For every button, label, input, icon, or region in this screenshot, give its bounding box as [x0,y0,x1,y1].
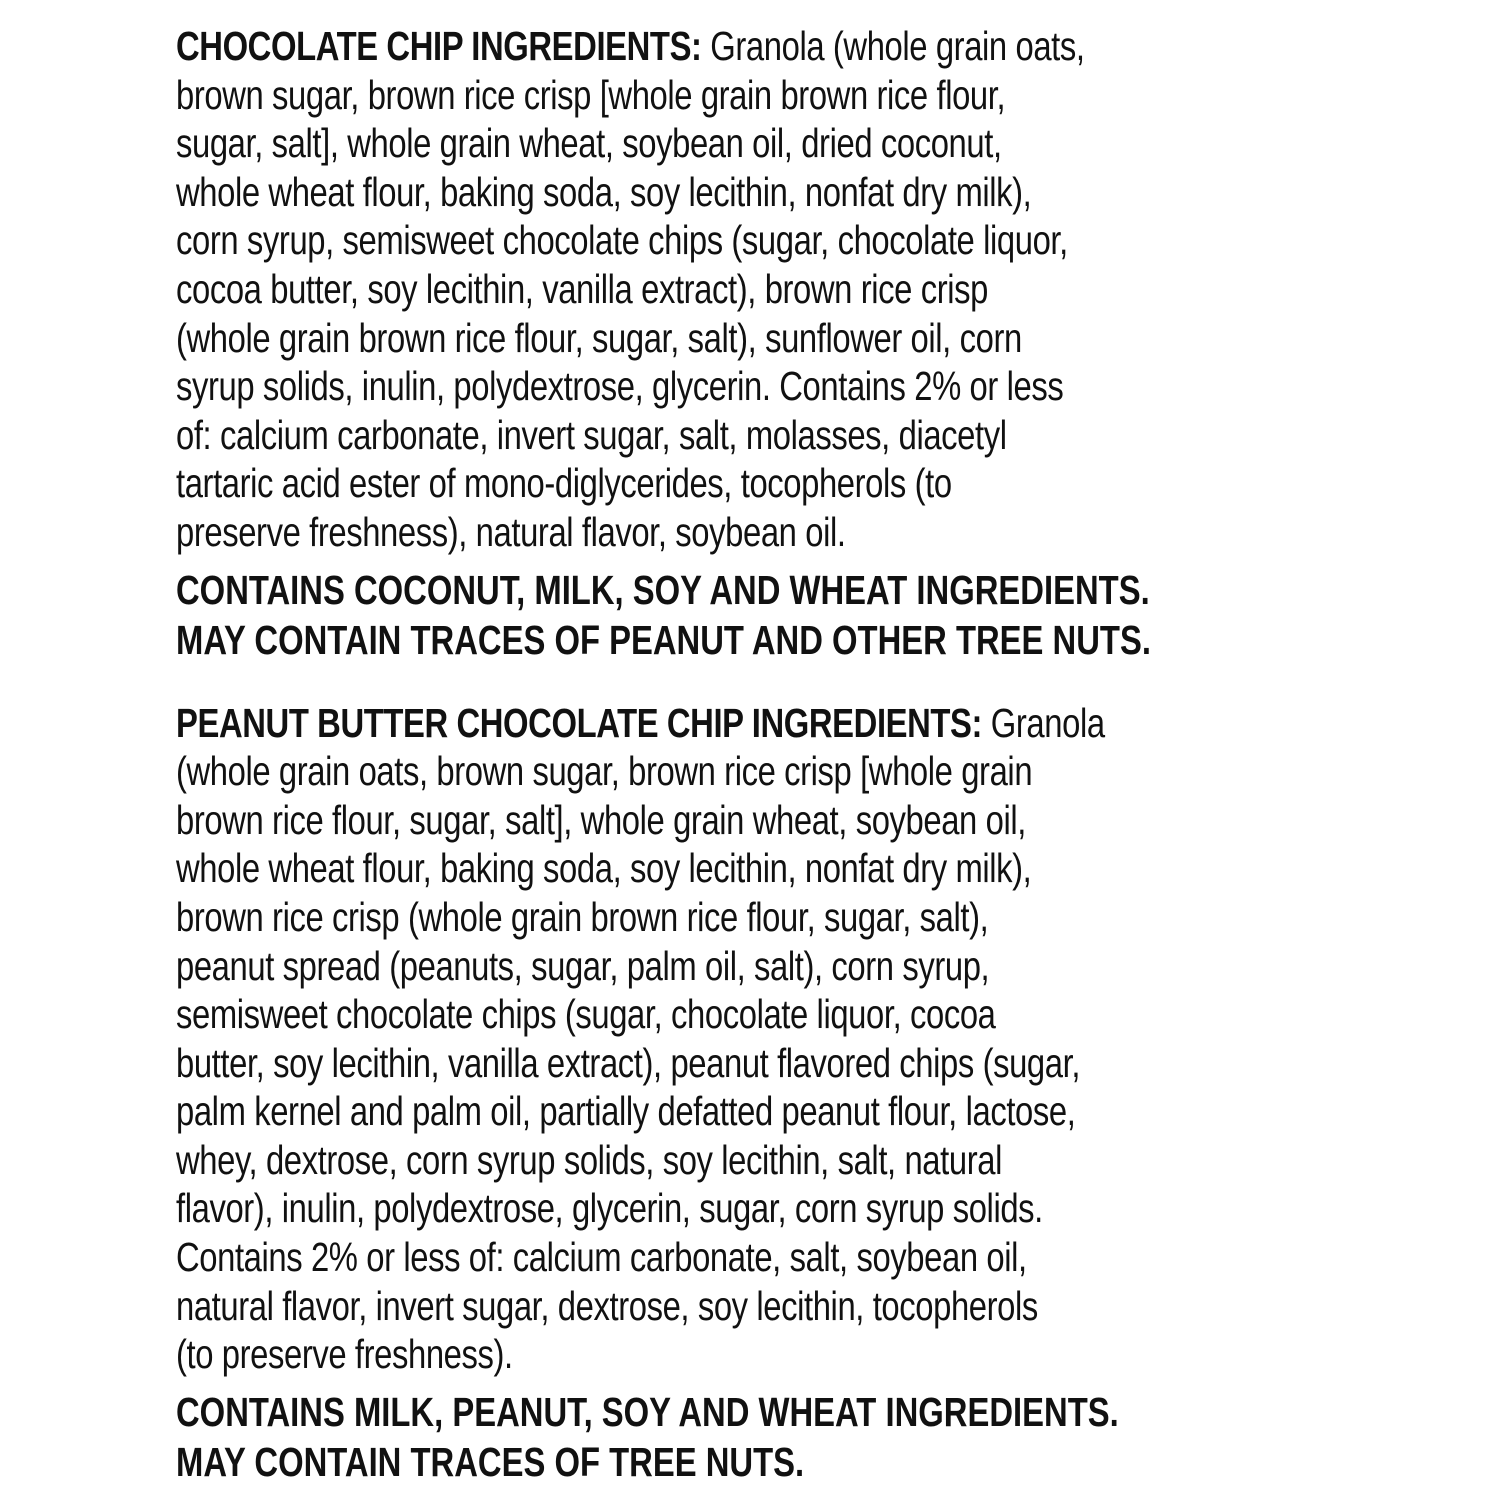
ingredient-line: of: calcium carbonate, invert sugar, salt, molasses, diacetyl [176,411,1007,458]
ingredient-line-text: Granola (whole grain oats, [710,23,1085,69]
ingredient-line: corn syrup, semisweet chocolate chips (sugar, chocolate liquor, [176,217,1068,264]
ingredient-line: sugar, salt], whole grain wheat, soybean oil, dried coconut, [176,120,1002,167]
peanut-butter-chocolate-chip-allergen-statement [176,1387,1376,1487]
ingredient-line: butter, soy lecithin, vanilla extract), peanut flavored chips (sugar, [176,1039,1081,1086]
ingredient-line: whole wheat flour, baking soda, soy lecithin, nonfat dry milk), [176,168,1032,215]
ingredient-line: palm kernel and palm oil, partially defatted peanut flour, lactose, [176,1088,1076,1135]
ingredient-line [176,22,1376,71]
allergen-line: MAY CONTAIN TRACES OF PEANUT AND OTHER TREE NUTS. [176,616,1151,663]
ingredient-line: syrup solids, inulin, polydextrose, glycerin. Contains 2% or less [176,363,1064,410]
ingredient-line: (whole grain brown rice flour, sugar, salt), sunflower oil, corn [176,314,1022,361]
ingredient-line: flavor), inulin, polydextrose, glycerin, sugar, corn syrup solids. [176,1185,1043,1232]
allergen-line: CONTAINS COCONUT, MILK, SOY AND WHEAT INGREDIENTS. [176,566,1150,613]
chocolate-chip-ingredients-text [176,22,1376,557]
allergen-line: MAY CONTAIN TRACES OF TREE NUTS. [176,1438,805,1485]
peanut-butter-chocolate-chip-ingredients-text [176,699,1376,1379]
peanut-butter-chocolate-chip-heading: PEANUT BUTTER CHOCOLATE CHIP INGREDIENTS: [176,699,983,746]
ingredient-line: brown rice flour, sugar, salt], whole grain wheat, soybean oil, [176,796,1026,843]
ingredient-line: Contains 2% or less of: calcium carbonate, salt, soybean oil, [176,1234,1027,1281]
ingredient-line: semisweet chocolate chips (sugar, chocolate liquor, cocoa [176,991,996,1038]
chocolate-chip-section [176,22,1376,665]
ingredient-line: peanut spread (peanuts, sugar, palm oil, salt), corn syrup, [176,942,990,989]
ingredient-line-text: Granola [990,699,1105,746]
ingredient-line: cocoa butter, soy lecithin, vanilla extract), brown rice crisp [176,265,988,312]
ingredient-line: whey, dextrose, corn syrup solids, soy lecithin, salt, natural [176,1136,1002,1183]
ingredient-line: brown rice crisp (whole grain brown rice flour, sugar, salt), [176,893,989,940]
ingredients-label-panel [176,22,1376,1487]
ingredient-line: brown sugar, brown rice crisp [whole grain brown rice flour, [176,71,1006,118]
allergen-line: CONTAINS MILK, PEANUT, SOY AND WHEAT INGREDIENTS. [176,1388,1119,1435]
ingredient-line: whole wheat flour, baking soda, soy lecithin, nonfat dry milk), [176,845,1032,892]
chocolate-chip-heading: CHOCOLATE CHIP INGREDIENTS: [176,23,702,69]
ingredient-line: natural flavor, invert sugar, dextrose, soy lecithin, tocopherols [176,1282,1038,1329]
ingredient-line: (whole grain oats, brown sugar, brown rice crisp [whole grain [176,748,1033,795]
ingredient-line: preserve freshness), natural flavor, soybean oil. [176,508,846,555]
ingredient-line: tartaric acid ester of mono-diglycerides, tocopherols (to [176,460,952,507]
ingredient-line [176,699,1376,748]
ingredient-line: (to preserve freshness). [176,1331,513,1378]
chocolate-chip-allergen-statement [176,565,1376,665]
peanut-butter-chocolate-chip-section [176,699,1376,1487]
